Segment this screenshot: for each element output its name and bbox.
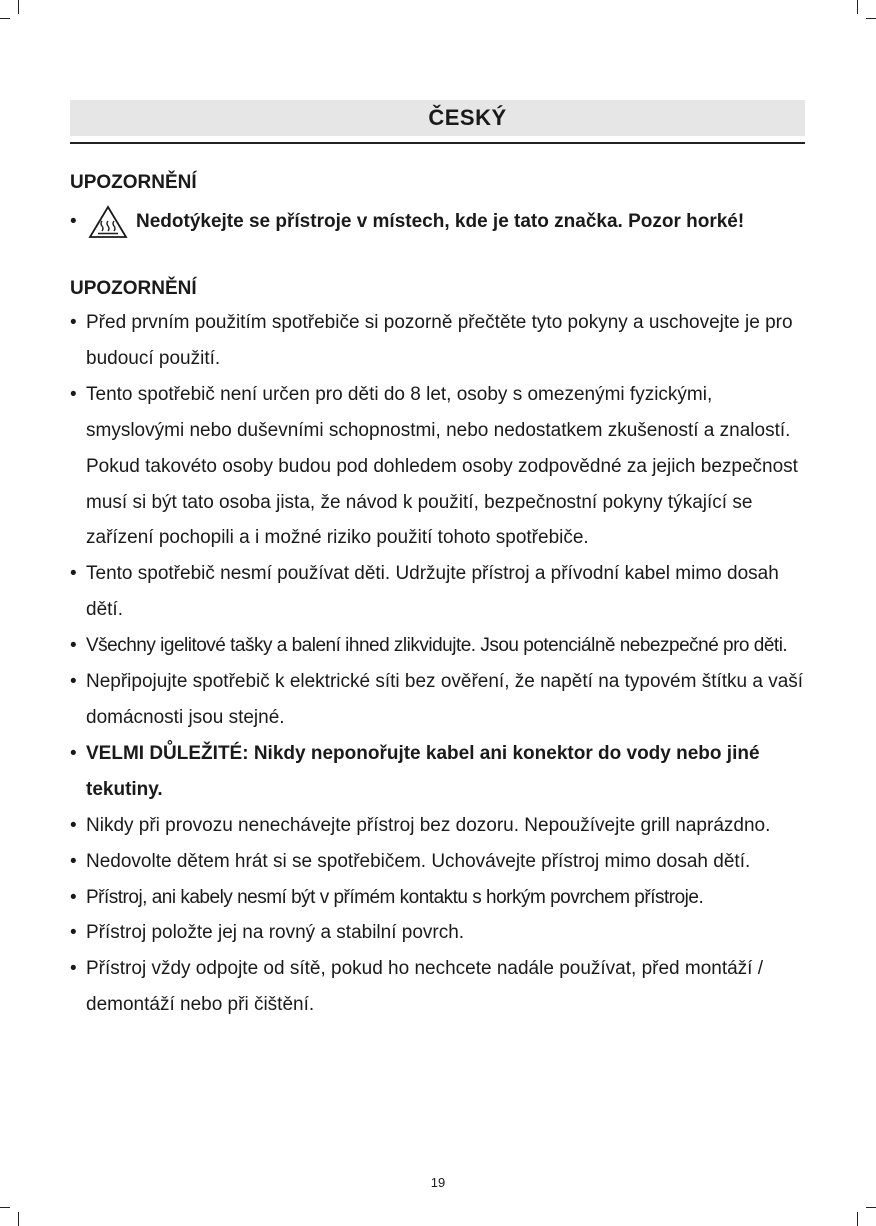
bullet: • [70, 383, 77, 405]
list-item [70, 305, 815, 377]
bullet: • [70, 312, 77, 333]
crop-mark [866, 18, 876, 19]
list-item [70, 628, 815, 664]
bullet: • [70, 958, 77, 980]
hot-surface-warning-icon [88, 205, 128, 239]
hot-surface-warning-text: Nedotýkejte se přístroje v místech, kde je tato značka. Pozor horké! [136, 211, 745, 232]
crop-mark [0, 18, 10, 19]
warning-heading-1: UPOZORNĚNÍ [70, 172, 197, 193]
bullet: • [70, 635, 77, 657]
list-item-text: Nedovolte dětem hrát si se spotřebičem. Uchovávejte přístroj mimo dosah dětí. [86, 850, 751, 872]
crop-mark [18, 0, 19, 14]
list-item-text: Nikdy při provozu nenechávejte přístroj bez dozoru. Nepoužívejte grill naprázdno. [86, 814, 771, 836]
page-number: 19 [430, 1175, 446, 1190]
list-item-text: Přístroj vždy odpojte od sítě, pokud ho nechcete nadále používat, před montáží / demontáží nebo při čištění. [86, 958, 764, 1016]
bullet: • [70, 563, 77, 585]
list-item-text: Přístroj, ani kabely nesmí být v přímém kontaktu s horkým povrchem přístroje. [86, 886, 704, 908]
warning-heading-2: UPOZORNĚNÍ [70, 278, 197, 299]
list-item-text: Nepřipojujte spotřebič k elektrické síti bez ověření, že napětí na typovém štítku a vaší domácnosti jsou stejné. [86, 671, 804, 728]
crop-mark [18, 1212, 19, 1226]
bullet: • [70, 922, 77, 944]
list-item-text: Před prvním použitím spotřebiče si pozorně přečtěte tyto pokyny a uschovejte je pro budoucí použití. [86, 312, 793, 369]
list-item [70, 377, 815, 557]
crop-mark [866, 1207, 876, 1208]
bullet: • [70, 886, 77, 908]
crop-mark [857, 0, 858, 14]
language-title: ČESKÝ [428, 105, 507, 130]
crop-mark [0, 1207, 10, 1208]
language-header [70, 100, 805, 136]
safety-instructions-list [70, 305, 815, 1023]
important-list-item [70, 736, 815, 808]
bullet: • [70, 814, 77, 836]
bullet: • [70, 850, 77, 872]
list-item [70, 844, 815, 880]
crop-mark [857, 1212, 858, 1226]
list-item [70, 915, 815, 951]
list-item [70, 664, 815, 736]
list-item-text: Přístroj položte jej na rovný a stabilní povrch. [86, 922, 465, 944]
list-item [70, 808, 815, 844]
list-item [70, 951, 815, 1023]
hot-surface-warning [70, 205, 744, 239]
list-item-text: Tento spotřebič nesmí používat děti. Udržujte přístroj a přívodní kabel mimo dosah dětí. [86, 563, 779, 621]
list-item-text: VELMI DŮLEŽITÉ: Nikdy neponořujte kabel ani konektor do vody nebo jiné tekutiny. [86, 742, 760, 800]
bullet: • [70, 742, 77, 764]
header-divider [70, 142, 805, 144]
bullet: • [70, 671, 77, 693]
list-item [70, 556, 815, 628]
list-item-text: Tento spotřebič není určen pro děti do 8 let, osoby s omezenými fyzickými, smyslovými nebo duševními schopnostmi, nebo nedostatkem zkušeností a znalostí. Pokud takovéto osoby budou pod dohledem osoby zodpovědné za jejich bezpečnost musí si být tato osoba jista, že návod k použití, bezpečnostní pokyny týkající se zařízení pochopili a i možné riziko použití tohoto spotřebiče. [86, 383, 798, 549]
list-item [70, 880, 815, 916]
bullet: • [70, 211, 77, 232]
list-item-text: Všechny igelitové tašky a balení ihned zlikvidujte. Jsou potenciálně nebezpečné pro děti. [86, 635, 788, 657]
